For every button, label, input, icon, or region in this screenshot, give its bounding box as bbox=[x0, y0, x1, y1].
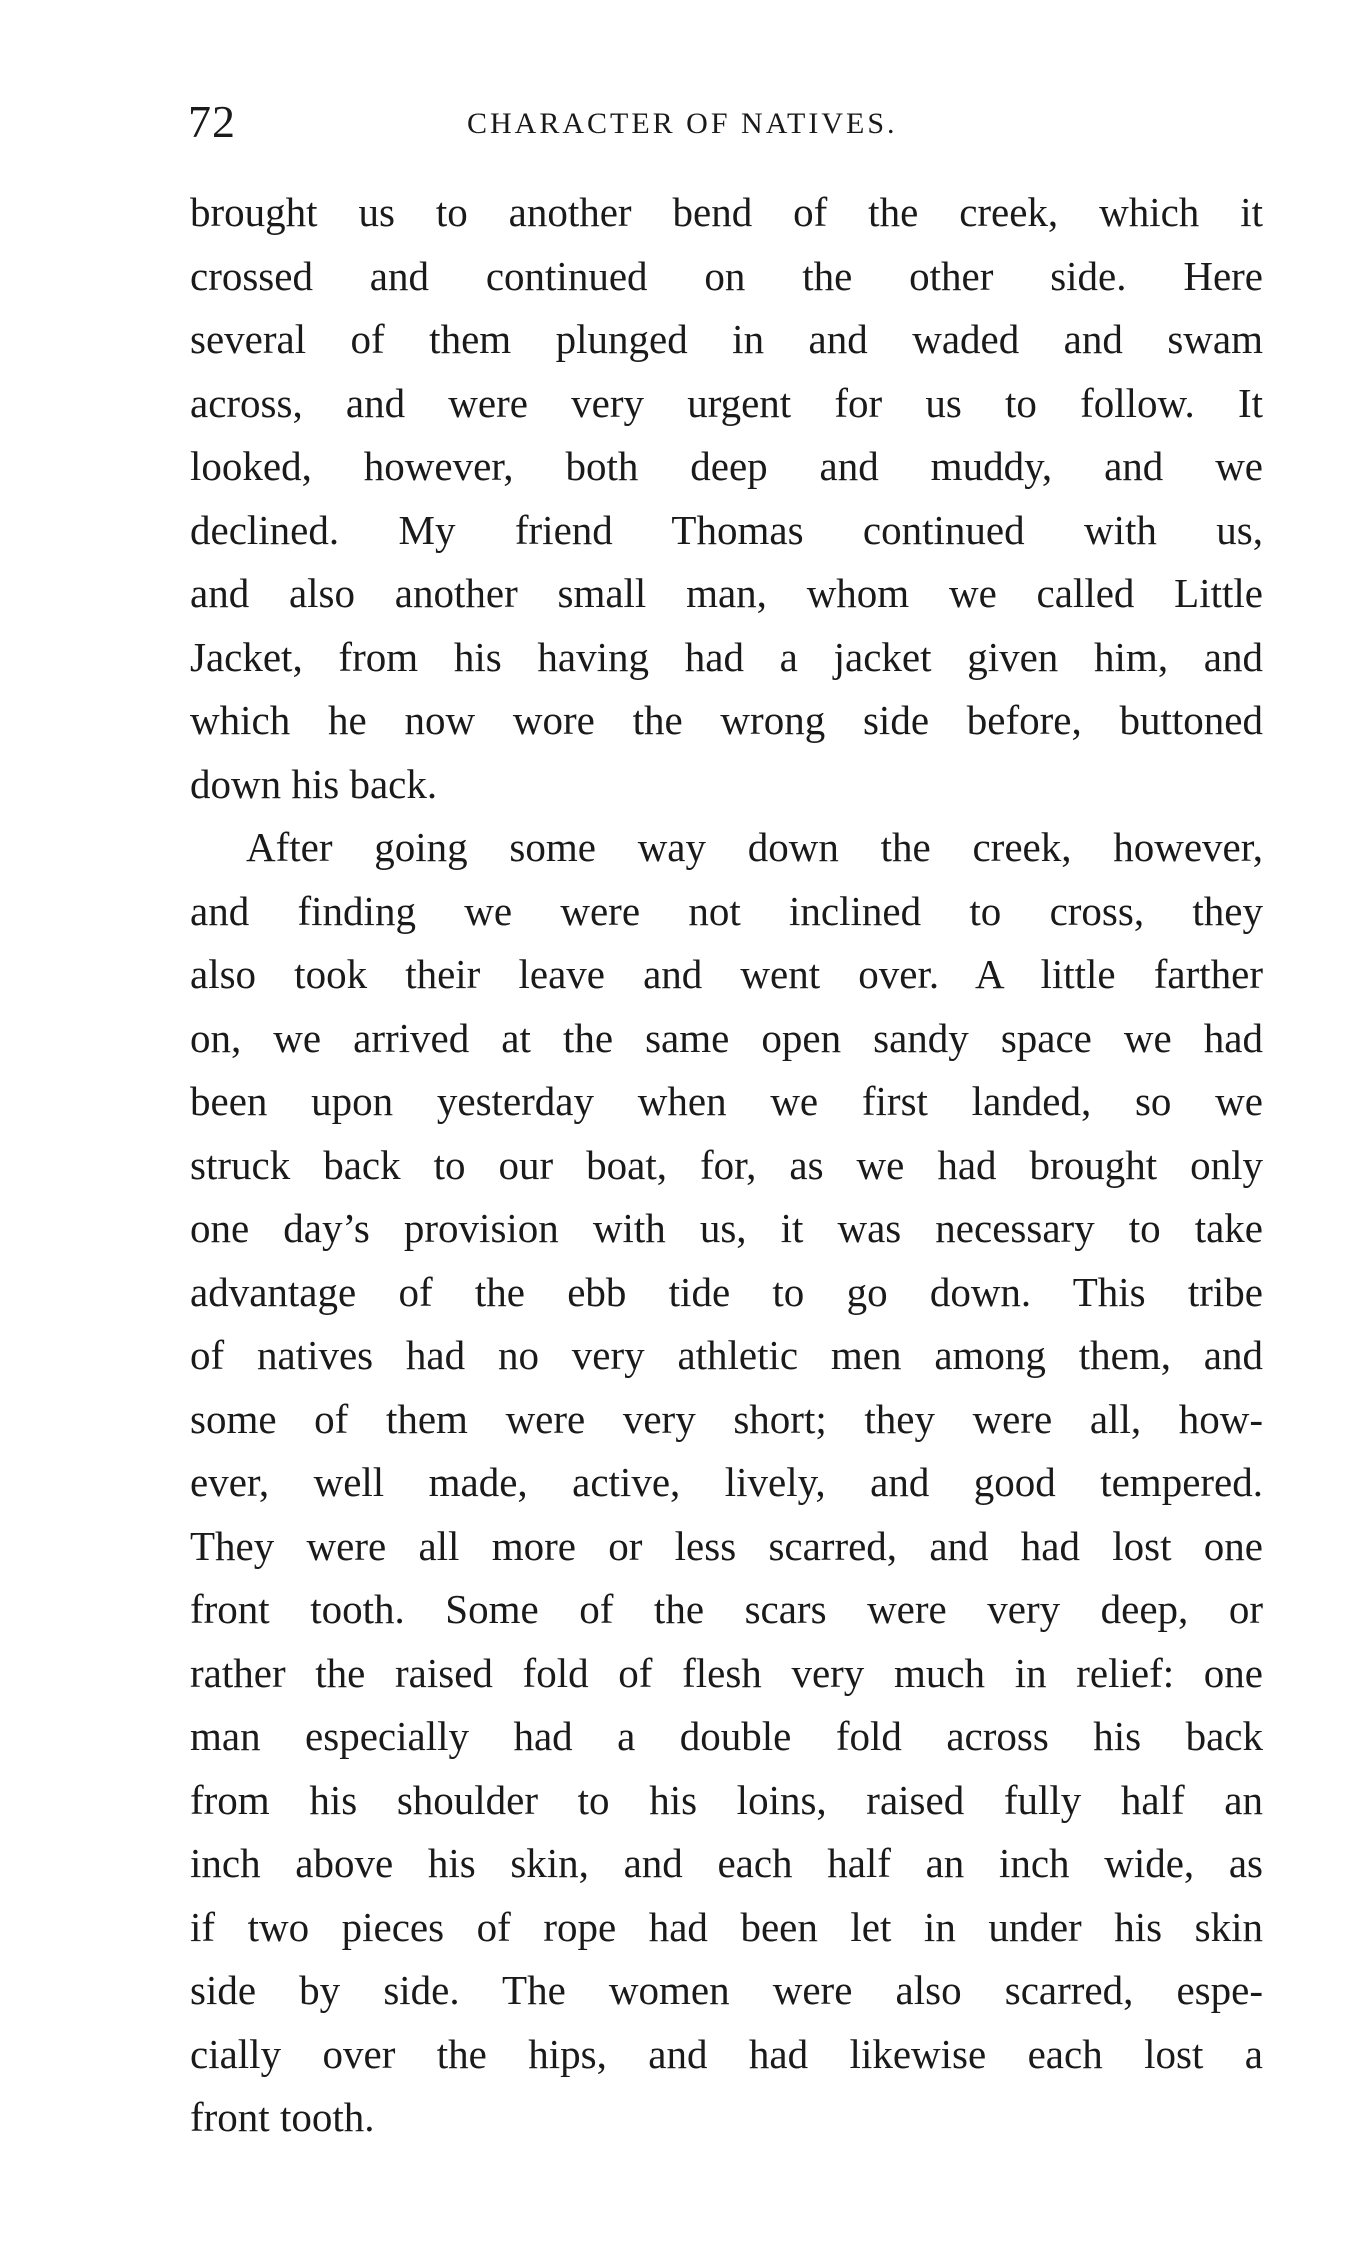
text-line: declined. My friend Thomas continued with us, bbox=[190, 506, 1263, 553]
text-line: and finding we were not inclined to cross, they bbox=[190, 887, 1263, 934]
text-line: They were all more or less scarred, and had lost one bbox=[190, 1522, 1263, 1569]
text-line: After going some way down the creek, however, bbox=[246, 824, 1263, 870]
text-line: some of them were very short; they were all, how- bbox=[190, 1395, 1263, 1442]
text-line: man especially had a double fold across his back bbox=[190, 1713, 1263, 1759]
text-line: looked, however, both deep and muddy, and we bbox=[190, 443, 1263, 489]
text-line: rather the raised fold of flesh very much in relief: one bbox=[190, 1649, 1263, 1696]
text-line: front tooth. Some of the scars were very deep, or bbox=[190, 1586, 1263, 1632]
text-line: of natives had no very athletic men among them, and bbox=[190, 1332, 1263, 1378]
text-line: one day’s provision with us, it was necessary to take bbox=[190, 1205, 1263, 1251]
text-line: which he now wore the wrong side before, buttoned bbox=[190, 697, 1263, 743]
text-line: several of them plunged in and waded and swam bbox=[190, 316, 1263, 362]
page-number: 72 bbox=[188, 96, 236, 147]
text-line: from his shoulder to his loins, raised fully half an bbox=[190, 1776, 1263, 1823]
text-line: inch above his skin, and each half an inch wide, as bbox=[190, 1840, 1263, 1886]
text-line: ever, well made, active, lively, and good tempered. bbox=[190, 1459, 1263, 1505]
text-line: side by side. The women were also scarred, espe- bbox=[190, 1967, 1263, 2013]
running-head: CHARACTER OF NATIVES. bbox=[467, 107, 898, 140]
text-line: struck back to our boat, for, as we had brought only bbox=[190, 1141, 1263, 1188]
text-line: across, and were very urgent for us to follow. It bbox=[190, 379, 1263, 426]
body-text bbox=[190, 181, 1263, 2150]
text-line: front tooth. bbox=[190, 2094, 375, 2140]
text-line: advantage of the ebb tide to go down. This tribe bbox=[190, 1268, 1263, 1315]
text-line: crossed and continued on the other side. Here bbox=[190, 252, 1263, 299]
text-line: down his back. bbox=[190, 760, 438, 807]
text-line: and also another small man, whom we called Little bbox=[190, 570, 1263, 616]
text-line: also took their leave and went over. A little farther bbox=[190, 951, 1263, 997]
text-line: brought us to another bend of the creek, which it bbox=[190, 189, 1263, 235]
text-line: if two pieces of rope had been let in under his skin bbox=[190, 1903, 1263, 1950]
text-line: Jacket, from his having had a jacket given him, and bbox=[190, 633, 1263, 680]
text-line: on, we arrived at the same open sandy space we had bbox=[190, 1014, 1263, 1061]
page-header bbox=[188, 90, 1263, 154]
text-line: cially over the hips, and had likewise each lost a bbox=[190, 2030, 1263, 2077]
text-line: been upon yesterday when we first landed, so we bbox=[190, 1078, 1263, 1124]
